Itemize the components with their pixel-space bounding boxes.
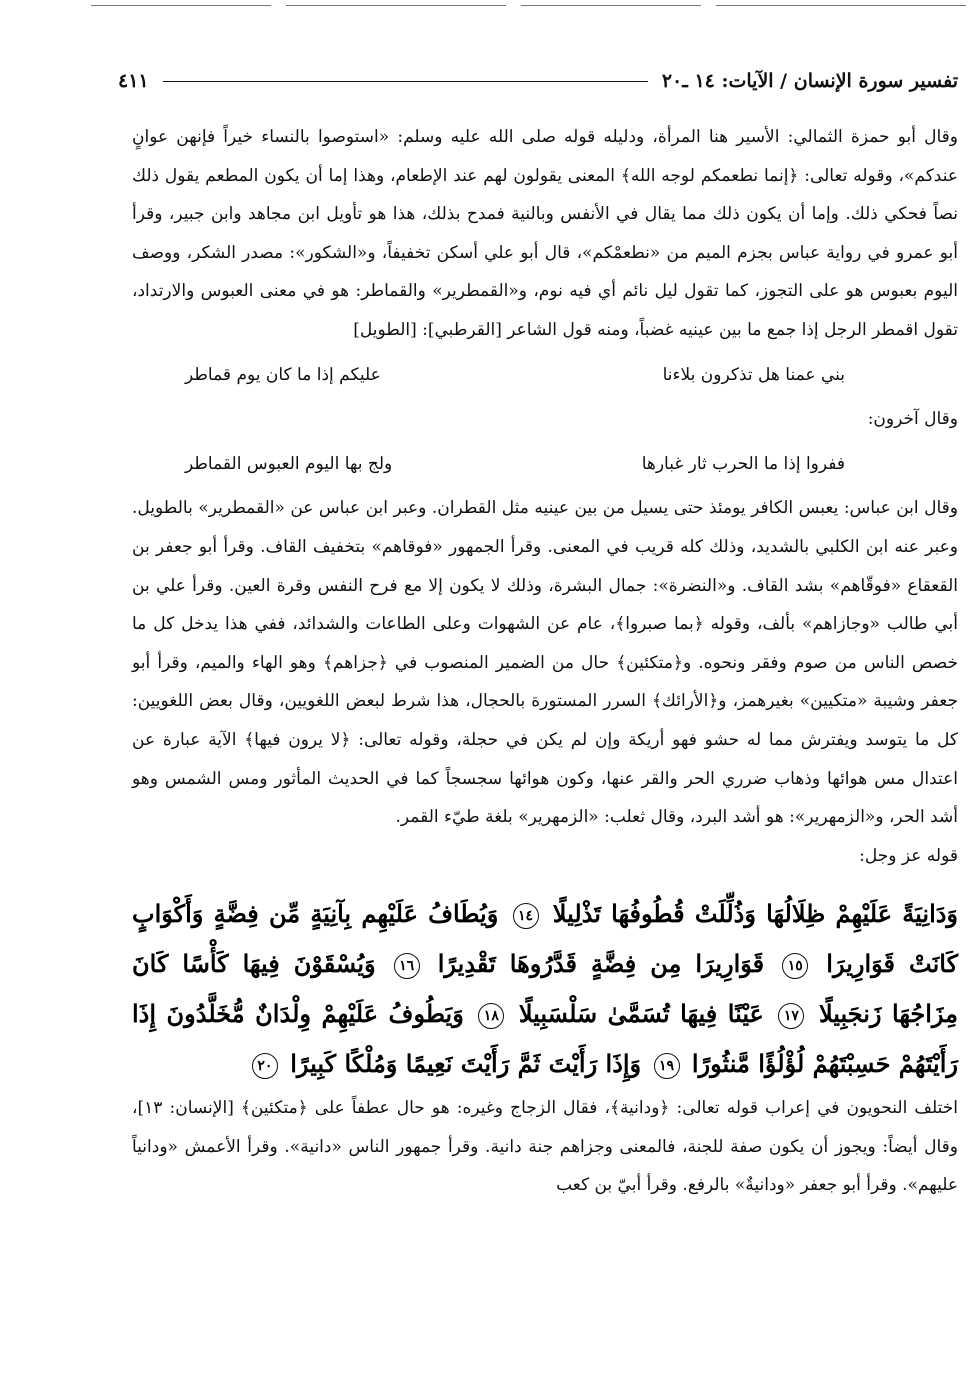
verse-first-hemistich: بني عمنا هل تذكرون بلاءنا [662,364,845,385]
ayah-text: قَوَارِيرَا مِن فِضَّةٍ قَدَّرُوهَا تَقْدِيرًا [437,949,765,979]
page-body [132,118,958,1205]
paragraph: وقال آخرون: [867,409,958,430]
verse-second-hemistich: عليكم إذا ما كان يوم قماطر [185,364,381,385]
ayah-number-marker: ١٦ [394,953,420,979]
ayah-number-marker: ٢٠ [252,1053,278,1079]
ayah-text: عَيْنًا فِيهَا تُسَمَّىٰ سَلْسَبِيلًا [518,999,764,1029]
running-title: تفسير سورة الإنسان / الآيات: ١٤ ـ٢٠ [661,70,958,92]
top-scan-line [0,0,976,10]
paragraph: وقال أبو حمزة الثمالي: الأسير هنا المرأة، ودليله قوله صلى الله عليه وسلم: «استوصوا بالنساء خيراً فإنهن عوانٍ عندكم»، وقوله تعالى: ﴿إنما نطعمكم لوجه الله﴾ المعنى يقولون لهم عند الإطعام، وهذا إما أن يكون المطعم يقول ذلك نصاً فحكي ذلك. وإما أن يكون ذلك مما يقال في الأنفس وبالنية فمدح بذلك، هذا هو تأويل ابن مجاهد وابن جبير، وقرأ أبو عمرو في رواية عباس بجزم الميم من «نطعمْكم»، قال أبو علي أسكن تخفيفاً، و«الشكور»: مصدر الشكر، ووصف اليوم بعبوس هو على التجوز، كما تقول ليل نائم أي فيه نوم، و«القمطرير» والقماطر: هو في معنى العبوس والارتداد، تقول اقمطر الرجل إذا جمع ما بين عينيه غضباً، ومنه قول الشاعر [القرطبي]: [الطويل] [132,127,958,340]
page-number: ٤١١ [118,70,149,92]
poem-verse [185,356,905,395]
ayah-text: وَإِذَا رَأَيْتَ ثَمَّ رَأَيْتَ نَعِيمًا وَمُلْكًا كَبِيرًا [290,1049,642,1079]
paragraph: قوله عز وجل: [859,845,958,866]
verse-first-hemistich: ففروا إذا ما الحرب ثار غبارها [641,453,845,474]
ayah-number-marker: ١٥ [782,953,808,979]
verse-second-hemistich: ولج بها اليوم العبوس القماطر [185,453,393,474]
ayah-text: وَيَطُوفُ عَلَيْهِمْ وِلْدَانٌ مُّخَلَّدُونَ إِذَا رَأَيْتَهُمْ حَسِبْتَهُمْ لُؤْلُؤًا مَّنثُورًا [132,999,958,1079]
ayah-text: وَدَانِيَةً عَلَيْهِمْ ظِلَالُهَا وَذُلِّلَتْ قُطُوفُهَا تَذْلِيلًا [552,899,959,929]
ayah-text: وَيُسْقَوْنَ فِيهَا كَأْسًا كَانَ مِزَاجُهَا زَنجَبِيلًا [132,949,959,1029]
ayah-number-marker: ١٤ [513,903,539,929]
header-rule [163,81,648,82]
ayah-number-marker: ١٩ [654,1053,680,1079]
paragraph: اختلف النحويون في إعراب قوله تعالى: ﴿ودانية﴾، فقال الزجاج وغيره: هو حال عطفاً على ﴿متكئين﴾ [الإنسان: ١٣]، وقال أيضاً: ويجوز أن يكون صفة للجنة، فالمعنى وجزاهم جنة دانية. وقرأ جمهور الناس «دانية». وقرأ الأعمش «ودانياً عليهم». وقرأ أبو جعفر «ودانيةٌ» بالرفع. وقرأ أبيّ بن كعب [132,1098,958,1196]
ayah-text: وَيُطَافُ عَلَيْهِم بِآنِيَةٍ مِّن فِضَّةٍ وَأَكْوَابٍ كَانَتْ قَوَارِيرَا [132,899,959,979]
quran-verses [132,889,958,1089]
ayah-number-marker: ١٧ [778,1003,804,1029]
poem-verse [185,445,905,484]
page-header [118,66,958,96]
paragraph: وقال ابن عباس: يعبس الكافر يومئذ حتى يسيل من بين عينيه مثل القطران. وعبر ابن عباس عن «القمطرير» بالطويل. وعبر عنه ابن الكلبي بالشديد، وذلك كله قريب في المعنى. وقرأ الجمهور «فوقاهم» بتخفيف القاف. وقرأ أبو جعفر بن القعقاع «فوقّاهم» بشد القاف. و«النضرة»: جمال البشرة، وذلك لا يكون إلا مع فرح النفس وقرة العين. وقرأ علي بن أبي طالب «وجازاهم» بألف، وقوله ﴿بما صبروا﴾، عام عن الشهوات وعلى الطاعات والشدائد، ففي هذا يدخل كل ما خصص الناس من صوم وفقر ونحوه. و﴿متكئين﴾ حال من الضمير المنصوب في ﴿جزاهم﴾ وهو الهاء والميم، وقرأ أبو جعفر وشيبة «متكيين» بغيرهمز، و﴿الأرائك﴾ السرر المستورة بالحجال، هذا شرط لبعض اللغويين، وقال بعض اللغويين: كل ما يتوسد ويفترش مما له حشو فهو أريكة وإن لم يكن في حجلة، وقوله تعالى: ﴿لا يرون فيها﴾ الآية عبارة عن اعتدال مس هوائها وذهاب ضرري الحر والقر عنها، وكون هوائها سجسجاً كما في الحديث المأثور ومس الشمس وهو أشد الحر، و«الزمهرير»: هو أشد البرد، وقال ثعلب: «الزمهرير» بلغة طيّء القمر. [132,498,958,828]
ayah-number-marker: ١٨ [478,1003,504,1029]
